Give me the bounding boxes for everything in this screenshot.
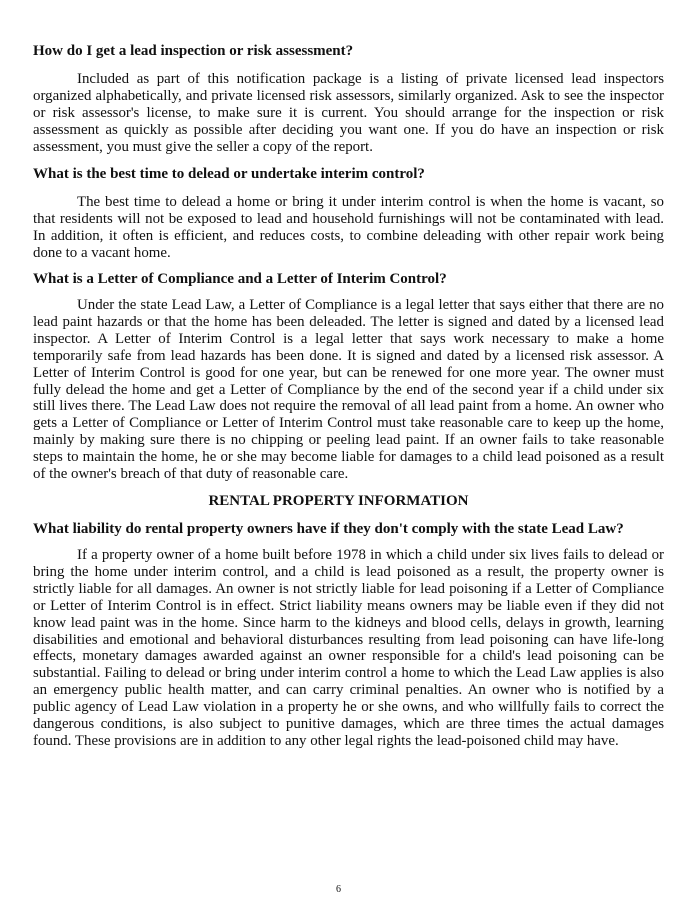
section-heading: RENTAL PROPERTY INFORMATION [208,493,469,509]
paragraph-inspection: Included as part of this notification package is a listing of private licensed lead inspectors organized alphabetically, and private licensed risk assessors, similarly organized. Ask to see the inspector or risk assessor's license, to make sure it is current. You should arrange for the inspection or risk assessment as quickly as possible after deciding you want one. If you do have an inspection or risk assessment, you must give the seller a copy of the report. [33,71,664,155]
page-number: 6 [336,884,341,895]
question-rental-liability: What liability do rental property owners have if they don't comply with the state Lead Law? [33,521,624,537]
paragraph-best-time: The best time to delead a home or bring it under interim control is when the home is vacant, so that residents will not be exposed to lead and household furnishings will not be contaminated with lead. In addition, it often is efficient, and reduces costs, to combine deleading with other repair work being done to a vacant home. [33,194,664,261]
question-letter-of-compliance: What is a Letter of Compliance and a Letter of Interim Control? [33,271,447,287]
paragraph-letter-of-compliance: Under the state Lead Law, a Letter of Compliance is a legal letter that says either that there are no lead paint hazards or that the home has been deleaded. The letter is signed and dated by a licensed lead inspector. A Letter of Interim Control is a legal letter that says work necessary to make a home temporarily safe from lead hazards has been done. It is signed and dated by a licensed risk assessor. A Letter of Interim Control is good for one year, but can be renewed for one more year. The owner must fully delead the home and get a Letter of Compliance by the end of the second year if a child under six still lives there. The Lead Law does not require the removal of all lead paint from a home. An owner who gets a Letter of Compliance or Letter of Interim Control must take reasonable care to keep up the home, mainly by making sure there is no chipping or peeling lead paint. If an owner fails to take reasonable steps to maintain the home, he or she may become liable for damages to a child lead poisoned as a result of the owner's breach of that duty of reasonable care. [33,297,664,483]
question-inspection: How do I get a lead inspection or risk assessment? [33,43,354,59]
question-best-time: What is the best time to delead or undertake interim control? [33,166,425,182]
paragraph-rental-liability: If a property owner of a home built before 1978 in which a child under six lives fails to delead or bring the home under interim control, and a child is lead poisoned as a result, the property owner is strictly liable for all damages. An owner is not strictly liable for lead poisoning if a Letter of Compliance or Letter of Interim Control is in effect. Strict liability means owners may be liable even if they did not know lead paint was in the home. Since harm to the kidneys and blood cells, delays in growth, learning disabilities and emotional and behavioral disturbances resulting from lead poisoning can have life-long effects, monetary damages awarded against an owner responsible for a child's lead poisoning can be substantial. Failing to delead or bring under interim control a home to which the Lead Law applies is also an emergency public health matter, and can carry criminal penalties. An owner who is notified by a public agency of Lead Law violation in a property he or she owns, and who willfully fails to correct the dangerous conditions, is also subject to punitive damages, which are three times the actual damages found. These provisions are in addition to any other legal rights the lead-poisoned child may have. [33,547,664,749]
